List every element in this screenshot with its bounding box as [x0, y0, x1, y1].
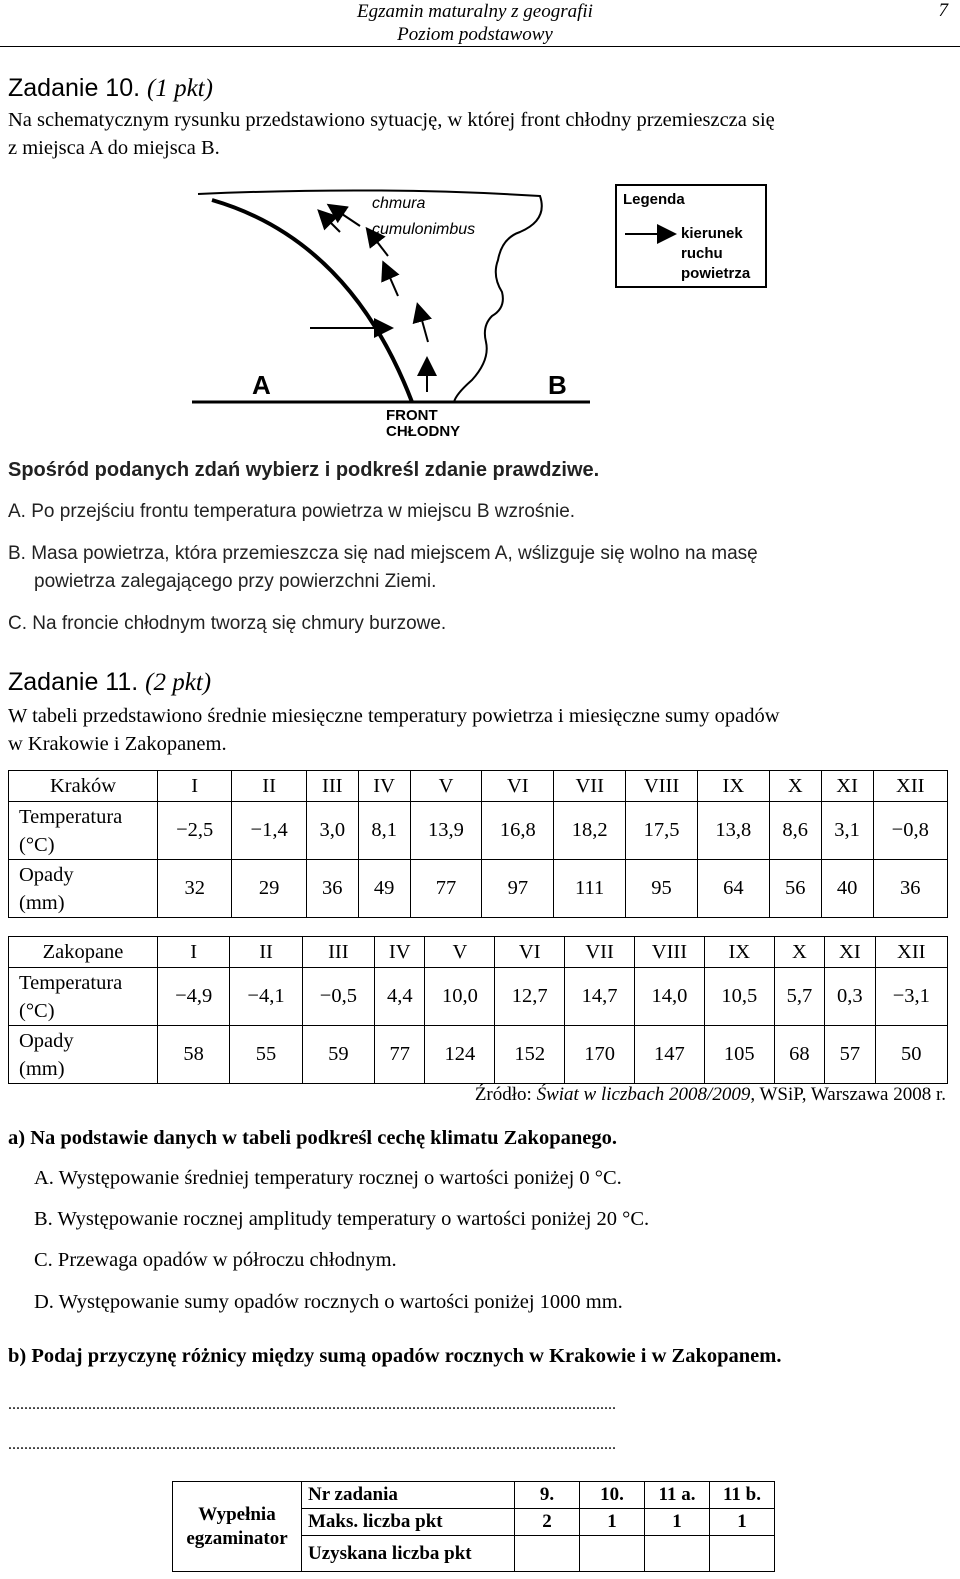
- table-cell: 3,1: [821, 802, 873, 860]
- temperature-row: [9, 802, 948, 860]
- city-name: Zakopane: [9, 937, 158, 968]
- table-cell: −0,5: [302, 968, 374, 1026]
- task10-option-b-line1: B. Masa powietrza, która przemieszcza się nad miejscem A, wślizguje się wolno na masę: [8, 543, 758, 564]
- air-arrow-diagonal-4: [330, 206, 360, 226]
- month-header: XII: [875, 937, 947, 968]
- air-arrow-diagonal-5: [320, 212, 340, 232]
- obtained-points-cell[interactable]: [710, 1536, 775, 1572]
- month-header: IX: [704, 937, 774, 968]
- table-cell: 0,3: [825, 968, 875, 1026]
- month-header: IV: [358, 771, 410, 802]
- month-header: VIII: [635, 937, 705, 968]
- temp-label-line1: Temperatura: [19, 805, 123, 828]
- table-cell: 16,8: [482, 802, 554, 860]
- table-cell: 13,9: [410, 802, 482, 860]
- task11-title: Zadanie 11.: [8, 668, 139, 696]
- table-cell: 95: [626, 860, 698, 918]
- table-header-row: [9, 771, 948, 802]
- month-header: III: [306, 771, 358, 802]
- obtained-points-cell[interactable]: [515, 1536, 580, 1572]
- task11a-option-b: B. Występowanie rocznej amplitudy temperatury o wartości poniżej 20 °C.: [34, 1208, 650, 1230]
- examiner-score-table: [172, 1481, 775, 1572]
- table-cell: 77: [410, 860, 482, 918]
- temperature-row: [9, 968, 948, 1026]
- task11-intro-line1: W tabeli przedstawiono średnie miesięczne temperatury powietrza i miesięczne sumy opadów: [8, 705, 780, 727]
- task10-intro-line1: Na schematycznym rysunku przedstawiono sytuację, w której front chłodny przemieszcza się: [8, 109, 775, 131]
- task10-intro: [8, 106, 953, 162]
- obtained-points-cell[interactable]: [580, 1536, 645, 1572]
- task11-part-a: a) Na podstawie danych w tabeli podkreśl cechę klimatu Zakopanego.: [8, 1127, 617, 1149]
- table-cell: 5,7: [774, 968, 824, 1026]
- temp-label-line2: (°C): [19, 833, 55, 856]
- table-cell: 49: [358, 860, 410, 918]
- table-cell: −3,1: [875, 968, 947, 1026]
- table-cell: −4,9: [158, 968, 230, 1026]
- table-cell: 68: [774, 1026, 824, 1084]
- task10-title: Zadanie 10.: [8, 74, 141, 102]
- cold-front-diagram: [180, 180, 640, 445]
- precip-label-line2: (mm): [19, 891, 65, 914]
- answer-line-1[interactable]: ........................................................................................................................................................: [8, 1396, 616, 1413]
- task10-instruction: Spośród podanych zdań wybierz i podkreśl zdanie prawdziwe.: [8, 459, 600, 481]
- max-points-cell: 2: [515, 1509, 580, 1536]
- table-cell: 147: [635, 1026, 705, 1084]
- precipitation-row: [9, 860, 948, 918]
- table-cell: 56: [769, 860, 821, 918]
- task11-intro-line2: w Krakowie i Zakopanem.: [8, 733, 227, 755]
- month-header: VI: [482, 771, 554, 802]
- month-header: I: [158, 937, 230, 968]
- month-header: XI: [821, 771, 873, 802]
- obtained-points-cell[interactable]: [645, 1536, 710, 1572]
- point-b-label: B: [548, 370, 567, 400]
- table-cell: 97: [482, 860, 554, 918]
- precip-label-line2: (mm): [19, 1057, 65, 1080]
- cloud-label-1: chmura: [372, 195, 426, 212]
- task11-points: (2 pkt): [145, 669, 212, 696]
- task11-intro: [8, 702, 953, 758]
- task11a-option-d: D. Występowanie sumy opadów rocznych o wartości poniżej 1000 mm.: [34, 1291, 623, 1313]
- city-name: Kraków: [9, 771, 158, 802]
- table-cell: 152: [495, 1026, 565, 1084]
- table-cell: 36: [306, 860, 358, 918]
- task-number-cell: 10.: [580, 1482, 645, 1509]
- table-cell: 57: [825, 1026, 875, 1084]
- task10-option-c: C. Na froncie chłodnym tworzą się chmury burzowe.: [8, 613, 447, 634]
- table-cell: 36: [873, 860, 947, 918]
- point-a-label: A: [252, 370, 271, 400]
- table-cell: 17,5: [626, 802, 698, 860]
- max-points-cell: 1: [580, 1509, 645, 1536]
- task10-intro-line2: z miejsca A do miejsca B.: [8, 137, 220, 159]
- month-header: III: [302, 937, 374, 968]
- task-number-cell: 11 a.: [645, 1482, 710, 1509]
- temp-label-line2: (°C): [19, 999, 55, 1022]
- table-cell: 12,7: [495, 968, 565, 1026]
- figure-legend: [615, 184, 767, 288]
- table-cell: 32: [158, 860, 232, 918]
- precip-label-line1: Opady: [19, 863, 74, 886]
- month-header: X: [774, 937, 824, 968]
- task10-option-b: [8, 540, 953, 596]
- month-header: I: [158, 771, 232, 802]
- month-header: II: [230, 937, 302, 968]
- examiner-label: [173, 1482, 302, 1572]
- table-cell: 77: [375, 1026, 425, 1084]
- obtained-points-label: Uzyskana liczba pkt: [302, 1536, 515, 1572]
- table-cell: 14,7: [565, 968, 635, 1026]
- examiner-label-line1: Wypełnia: [198, 1503, 276, 1525]
- task10-heading: [8, 74, 213, 103]
- task10-points: (1 pkt): [147, 75, 213, 102]
- table-cell: 64: [697, 860, 769, 918]
- table-cell: 13,8: [697, 802, 769, 860]
- exam-title: Egzamin maturalny z geografii: [357, 1, 593, 22]
- table-cell: 10,5: [704, 968, 774, 1026]
- max-points-cell: 1: [645, 1509, 710, 1536]
- task11a-option-c: C. Przewaga opadów w półroczu chłodnym.: [34, 1249, 397, 1271]
- exam-level: Poziom podstawowy: [397, 24, 553, 45]
- table-cell: 10,0: [425, 968, 495, 1026]
- table-cell: 8,1: [358, 802, 410, 860]
- table-cell: 4,4: [375, 968, 425, 1026]
- cloud-outline: [198, 190, 542, 402]
- krakow-climate-table: [8, 770, 948, 918]
- task-number-cell: 11 b.: [710, 1482, 775, 1509]
- table-cell: 170: [565, 1026, 635, 1084]
- legend-item-3: powietrza: [681, 265, 751, 282]
- table-cell: −4,1: [230, 968, 302, 1026]
- table-cell: −1,4: [232, 802, 306, 860]
- front-label-1: FRONT: [386, 407, 438, 424]
- month-header: II: [232, 771, 306, 802]
- temperature-label: [9, 968, 158, 1026]
- table-cell: 59: [302, 1026, 374, 1084]
- table-cell: 8,6: [769, 802, 821, 860]
- precipitation-row: [9, 1026, 948, 1084]
- table-cell: 55: [230, 1026, 302, 1084]
- task-number-cell: 9.: [515, 1482, 580, 1509]
- task11-part-b: b) Podaj przyczynę różnicy między sumą opadów rocznych w Krakowie i w Zakopanem.: [8, 1345, 782, 1367]
- month-header: VI: [495, 937, 565, 968]
- examiner-label-line2: egzaminator: [186, 1527, 288, 1549]
- table-cell: 29: [232, 860, 306, 918]
- air-arrow-diagonal-2: [384, 264, 398, 296]
- cloud-label-2: cumulonimbus: [372, 221, 476, 238]
- month-header: VIII: [626, 771, 698, 802]
- table-cell: 105: [704, 1026, 774, 1084]
- task10-option-b-line2: powietrza zalegającego przy powierzchni Ziemi.: [34, 571, 437, 592]
- table-cell: 3,0: [306, 802, 358, 860]
- table-header-row: [9, 937, 948, 968]
- table-cell: 124: [425, 1026, 495, 1084]
- zakopane-climate-table: [8, 936, 948, 1084]
- precip-label-line1: Opady: [19, 1029, 74, 1052]
- table-cell: 111: [554, 860, 626, 918]
- month-header: XI: [825, 937, 875, 968]
- temperature-label: [9, 802, 158, 860]
- month-header: IV: [375, 937, 425, 968]
- task11a-option-a: A. Występowanie średniej temperatury rocznej o wartości poniżej 0 °C.: [34, 1167, 622, 1189]
- source-suffix: , WSiP, Warszawa 2008 r.: [750, 1084, 946, 1105]
- header-divider: [0, 46, 960, 47]
- table-cell: −0,8: [873, 802, 947, 860]
- month-header: XII: [873, 771, 947, 802]
- month-header: V: [425, 937, 495, 968]
- air-arrow-diagonal-1: [418, 306, 428, 342]
- answer-line-2[interactable]: ........................................................................................................................................................: [8, 1436, 616, 1453]
- temp-label-line1: Temperatura: [19, 971, 123, 994]
- month-header: IX: [697, 771, 769, 802]
- task11-heading: [8, 668, 211, 697]
- max-points-label: Maks. liczba pkt: [302, 1509, 515, 1536]
- table-cell: 58: [158, 1026, 230, 1084]
- source-prefix: Źródło:: [474, 1084, 537, 1105]
- legend-title: Legenda: [623, 191, 685, 208]
- legend-graphic: [617, 186, 765, 286]
- table-source: [475, 1084, 946, 1106]
- front-label-2: CHŁODNY: [386, 423, 461, 440]
- max-points-cell: 1: [710, 1509, 775, 1536]
- task-number-label: Nr zadania: [302, 1482, 515, 1509]
- table-cell: 18,2: [554, 802, 626, 860]
- month-header: X: [769, 771, 821, 802]
- legend-item-1: kierunek: [681, 225, 743, 242]
- precipitation-label: [9, 860, 158, 918]
- exam-header: [340, 0, 610, 46]
- month-header: VII: [554, 771, 626, 802]
- table-cell: −2,5: [158, 802, 232, 860]
- source-title: Świat w liczbach 2008/2009: [536, 1084, 751, 1105]
- table-cell: 40: [821, 860, 873, 918]
- page-number: 7: [938, 0, 948, 21]
- month-header: VII: [565, 937, 635, 968]
- legend-item-2: ruchu: [681, 245, 723, 262]
- table-cell: 14,0: [635, 968, 705, 1026]
- precipitation-label: [9, 1026, 158, 1084]
- month-header: V: [410, 771, 482, 802]
- table-cell: 50: [875, 1026, 947, 1084]
- task10-option-a: A. Po przejściu frontu temperatura powietrza w miejscu B wzrośnie.: [8, 501, 576, 522]
